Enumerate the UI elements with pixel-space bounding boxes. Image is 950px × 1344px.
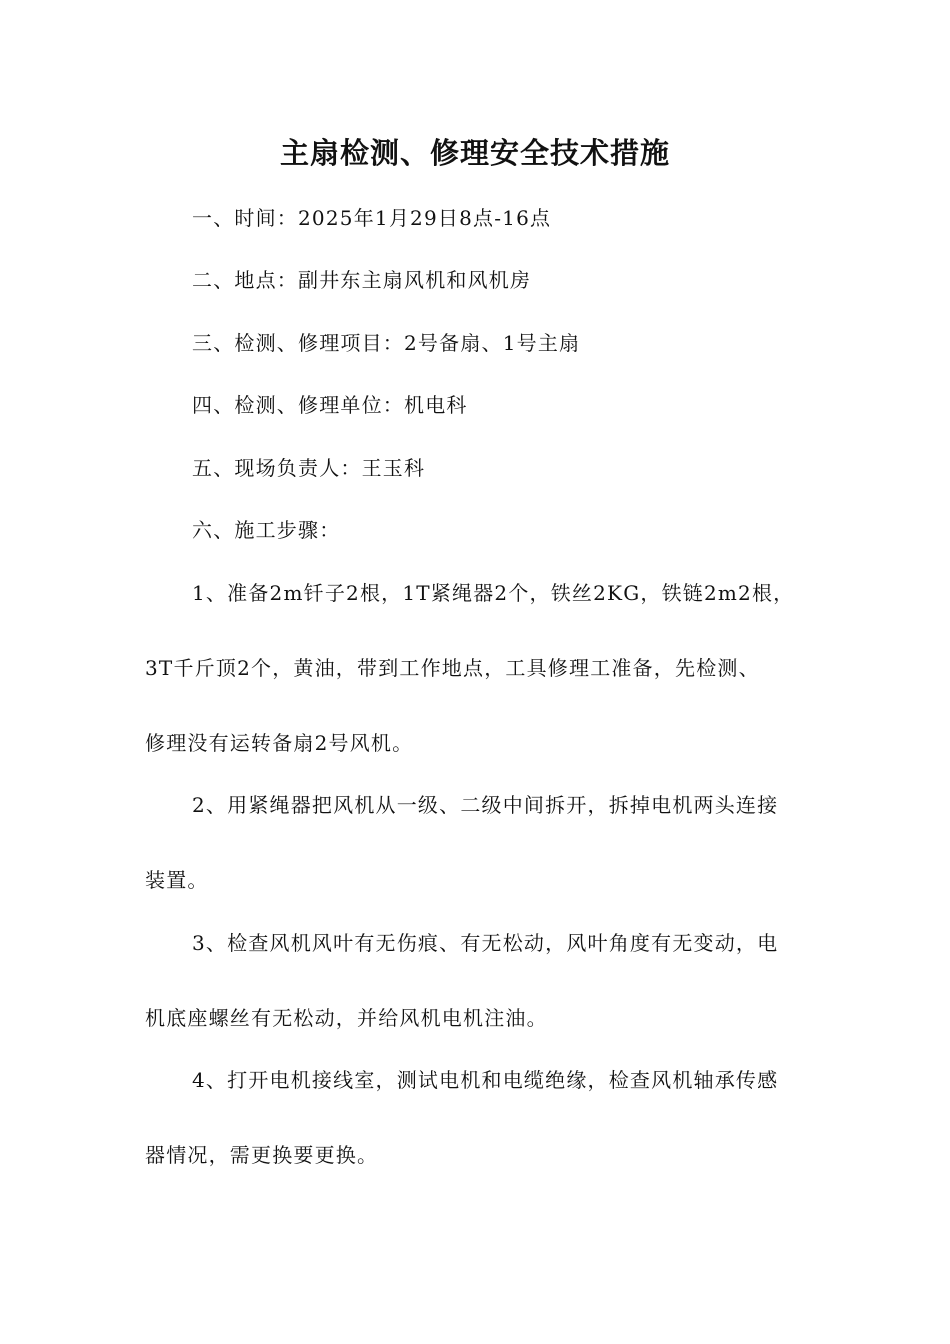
step-3-line-2: 机底座螺丝有无松动，并给风机电机注油。: [145, 1006, 548, 1030]
info-steps-heading: 六、施工步骤：: [192, 518, 341, 542]
info-unit: 四、检测、修理单位：机电科: [192, 393, 468, 417]
step-4-line-2: 器情况，需更换要更换。: [145, 1143, 379, 1167]
step-2-line-2: 装置。: [145, 868, 209, 892]
step-1-line-3: 修理没有运转备扇2号风机。: [145, 731, 414, 755]
step-2-line-1: 2、用紧绳器把风机从一级、二级中间拆开，拆掉电机两头连接: [192, 793, 779, 817]
info-time: 一、时间：2025年1月29日8点-16点: [192, 206, 552, 230]
step-3-line-1: 3、检查风机风叶有无伤痕、有无松动，风叶角度有无变动，电: [192, 931, 779, 955]
info-location: 二、地点：副井东主扇风机和风机房: [192, 268, 532, 292]
document-title: 主扇检测、修理安全技术措施: [279, 136, 670, 170]
step-1-line-2: 3T千斤顶2个，黄油，带到工作地点，工具修理工准备，先检测、: [145, 656, 760, 680]
step-4-line-1: 4、打开电机接线室，测试电机和电缆绝缘，检查风机轴承传感: [192, 1068, 779, 1092]
info-project: 三、检测、修理项目：2号备扇、1号主扇: [192, 331, 581, 355]
step-1-line-1: 1、准备2m钎子2根，1T紧绳器2个，铁丝2KG，铁链2m2根，: [192, 581, 795, 605]
info-supervisor: 五、现场负责人：王玉科: [192, 456, 426, 480]
